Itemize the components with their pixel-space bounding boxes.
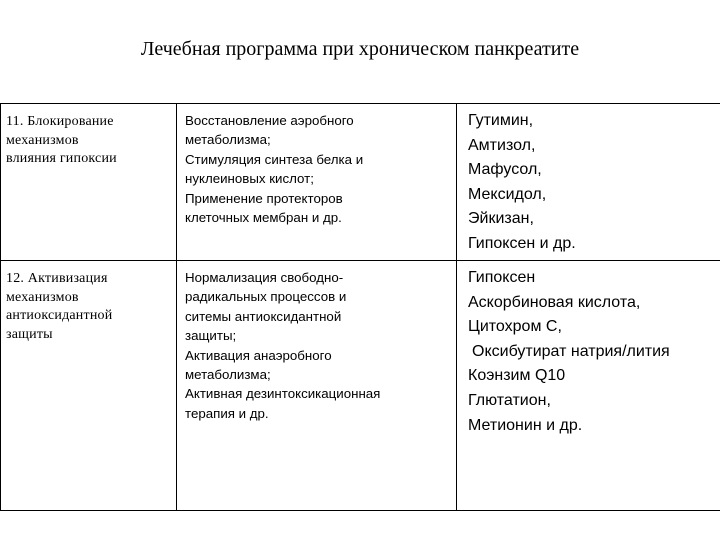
goal-line: терапия и др. (185, 405, 269, 421)
stage-line: антиоксидантной (6, 308, 113, 323)
drug-line: Аскорбиновая кислота, (468, 293, 641, 311)
drug-line: Коэнзим Q10 (468, 367, 566, 385)
goal-line: клеточных мембран и др. (185, 210, 342, 226)
goal-line: Восстановление аэробного (185, 113, 354, 128)
goal-line: Активация анаэробного (185, 347, 332, 363)
drug-line: Оксибутират натрия/лития (472, 342, 670, 360)
stage-line: 11. Блокирование (6, 114, 114, 129)
drug-line: Глютатион, (468, 391, 551, 409)
treatment-table (0, 103, 720, 511)
goal-line: защиты; (185, 328, 237, 344)
stage-line: механизмов (6, 289, 79, 305)
goal-line: радикальных процессов и (185, 289, 347, 305)
goal-line: Нормализация свободно- (185, 270, 344, 285)
goal-line: нуклеиновых кислот; (185, 171, 314, 187)
table-row (1, 104, 720, 261)
goal-line: Активная дезинтоксикационная (185, 386, 381, 402)
page-title: Лечебная программа при хроническом панкреатите (140, 38, 580, 60)
drug-line: Мексидол, (468, 185, 547, 203)
drug-line: Гипоксен и др. (468, 234, 576, 252)
drug-line: Гипоксен (468, 269, 536, 286)
drugs-cell (457, 261, 720, 511)
goal-line: Применение протекторов (185, 190, 343, 206)
drug-line: Амтизол, (468, 136, 536, 154)
drug-line: Мафусол, (468, 161, 542, 179)
stage-line: механизмов (6, 132, 79, 148)
drug-line: Цитохром С, (468, 318, 562, 336)
stage-line: защиты (6, 326, 53, 342)
drug-line: Метионин и др. (468, 416, 583, 434)
goal-line: метаболизма; (185, 367, 271, 383)
stage-cell (1, 104, 177, 261)
goal-line: Стимуляция синтеза белка и (185, 151, 364, 167)
goal-line: ситемы антиоксидантной (185, 308, 342, 324)
goals-cell (177, 261, 457, 511)
stage-cell (1, 261, 177, 511)
stage-line: 12. Активизация (6, 271, 108, 286)
drug-line: Гутимин, (468, 112, 534, 129)
drug-line: Эйкизан, (468, 210, 534, 228)
goals-cell (177, 104, 457, 261)
goal-line: метаболизма; (185, 132, 271, 148)
stage-line: влияния гипоксии (6, 151, 117, 166)
drugs-cell (457, 104, 720, 261)
table-row (1, 261, 720, 511)
